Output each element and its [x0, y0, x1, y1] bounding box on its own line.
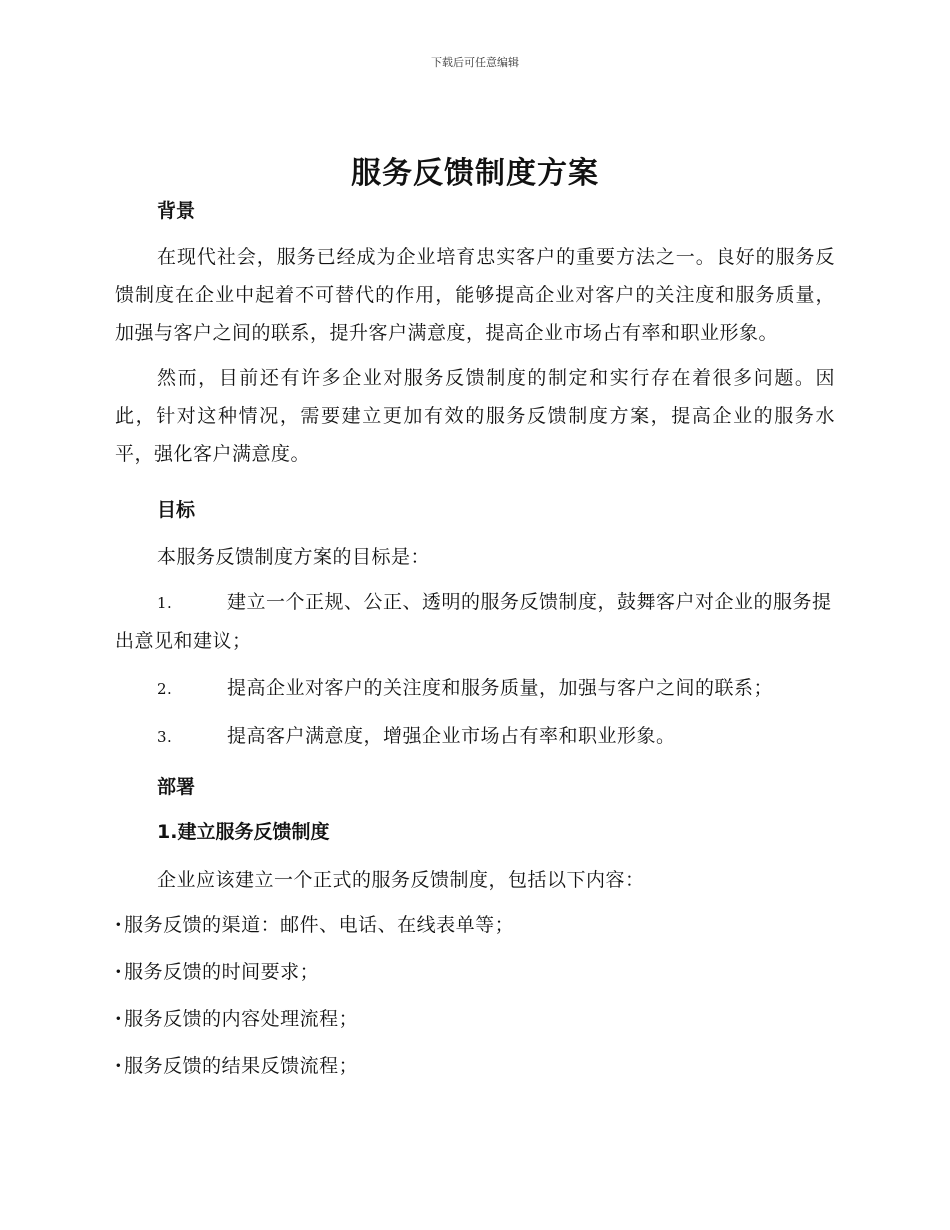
- bullet-item-3: [115, 1000, 835, 1038]
- goal-item-3: [115, 717, 835, 756]
- document-title: 服务反馈制度方案: [351, 156, 599, 191]
- bullet-dot-icon: ·: [115, 961, 123, 983]
- bullet-dot-icon: ·: [115, 1055, 123, 1077]
- heading-deployment: 部署: [157, 776, 196, 798]
- page-header-note: 下载后可任意编辑: [431, 56, 519, 69]
- bullet-item-4: [115, 1047, 835, 1085]
- goal-item-1-text: 建立一个正规、公正、透明的服务反馈制度，鼓舞客户对企业的服务提出意见和建议；: [115, 591, 832, 652]
- goal-item-1: [115, 583, 835, 660]
- goal-item-3-number: 3.: [157, 728, 173, 746]
- goal-item-2: [115, 669, 835, 708]
- bullet-item-2-text: 服务反馈的时间要求；: [124, 961, 320, 983]
- heading-background: 背景: [157, 200, 196, 222]
- background-paragraph-2: 然而，目前还有许多企业对服务反馈制度的制定和实行存在着很多问题。因此，针对这种情况，需要建立更加有效的服务反馈制度方案，提高企业的服务水平，强化客户满意度。: [115, 367, 835, 465]
- bullet-item-1: [115, 906, 835, 944]
- goals-intro: 本服务反馈制度方案的目标是：: [157, 546, 431, 568]
- deployment-intro: 企业应该建立一个正式的服务反馈制度，包括以下内容：: [157, 869, 645, 891]
- bullet-dot-icon: ·: [115, 1008, 123, 1030]
- subheading-establish-system: 1.建立服务反馈制度: [157, 821, 330, 843]
- goal-item-3-text: 提高客户满意度，增强企业市场占有率和职业形象。: [227, 725, 676, 747]
- bullet-dot-icon: ·: [115, 914, 123, 936]
- bullet-item-4-text: 服务反馈的结果反馈流程；: [124, 1055, 359, 1077]
- goal-item-1-number: 1.: [157, 594, 173, 612]
- document-body: [115, 194, 835, 1094]
- bullet-item-1-text: 服务反馈的渠道：邮件、电话、在线表单等；: [124, 914, 515, 936]
- goal-item-2-number: 2.: [157, 680, 173, 698]
- goal-item-2-text: 提高企业对客户的关注度和服务质量，加强与客户之间的联系；: [227, 677, 774, 699]
- background-paragraph-1: 在现代社会，服务已经成为企业培育忠实客户的重要方法之一。良好的服务反馈制度在企业中起着不可替代的作用，能够提高企业对客户的关注度和服务质量，加强与客户之间的联系，提升客户满意度，提高企业市场占有率和职业形象。: [115, 246, 835, 344]
- bullet-item-2: [115, 953, 835, 991]
- bullet-item-3-text: 服务反馈的内容处理流程；: [124, 1008, 359, 1030]
- heading-goals: 目标: [157, 499, 196, 521]
